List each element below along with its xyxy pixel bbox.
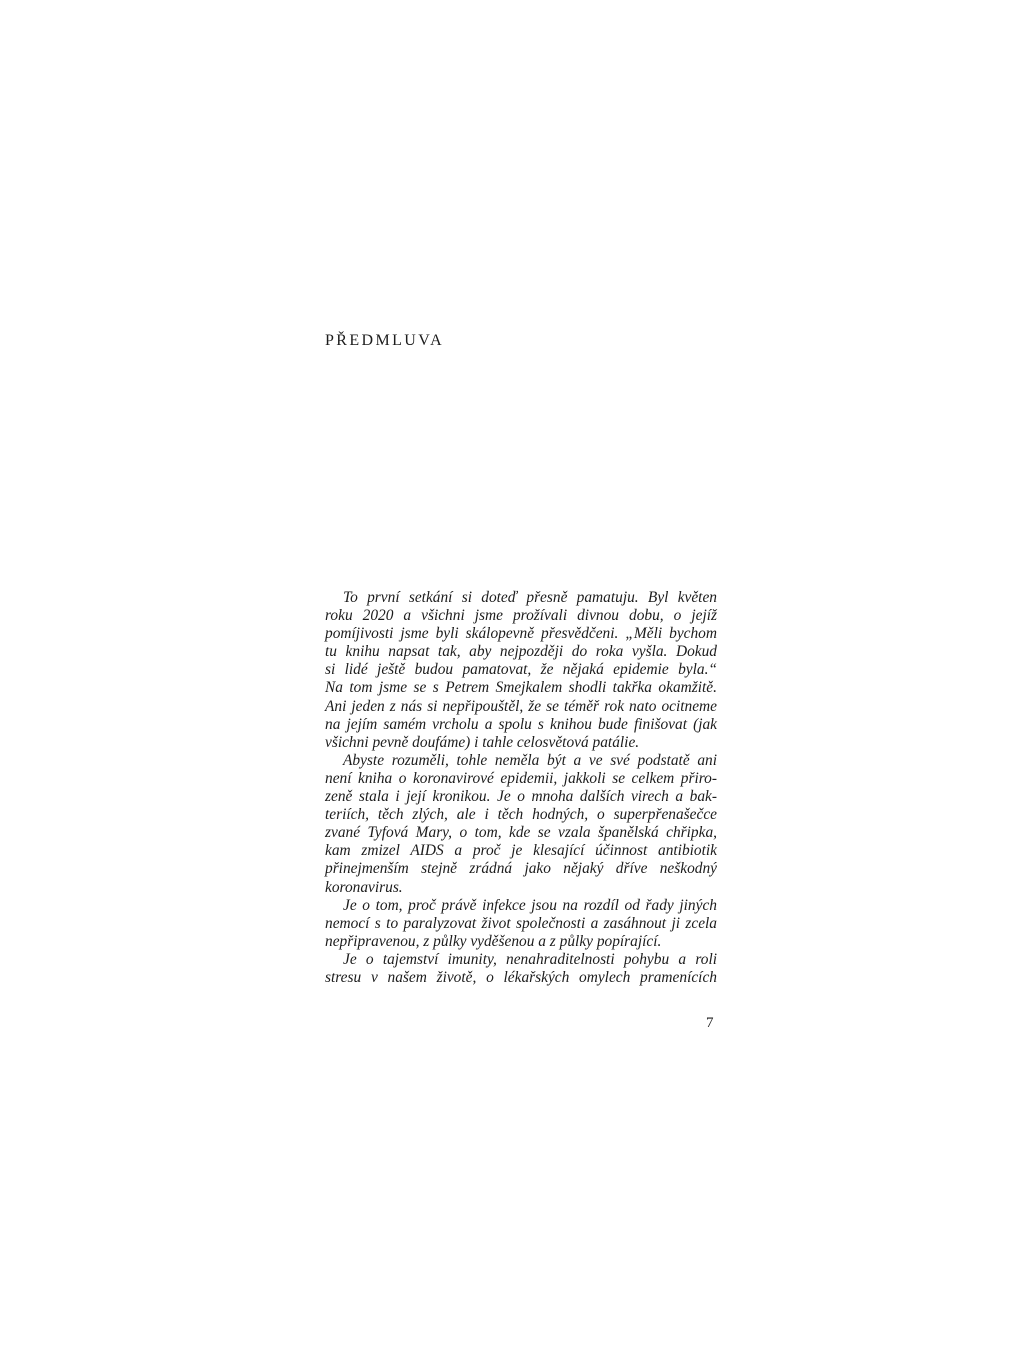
text-line: Abyste rozuměli, tohle neměla být a ve své podstatě ani: [343, 751, 717, 769]
text-line: pomíjivosti jsme byli skálopevně přesvědčeni. „Měli bychom: [325, 625, 717, 643]
chapter-heading: PŘEDMLUVA: [325, 332, 445, 349]
text-line: Ani jeden z nás si nepřipouštěl, že se téměř rok nato ocitneme: [325, 697, 717, 715]
body-text: [325, 589, 717, 987]
text-line: To první setkání si doteď přesně pamatuju. Byl květen: [343, 589, 717, 606]
text-line: koronavirus.: [325, 878, 403, 896]
text-line: teriích, těch zlých, ale i těch hodných, o superpřenašečce: [325, 806, 717, 824]
text-line: roku 2020 a všichni jsme prožívali divnou dobu, o jejíž: [325, 607, 717, 625]
text-line: tu knihu napsat tak, aby nejpozději do roka vyšla. Dokud: [325, 643, 717, 661]
text-line: přinejmenším stejně zrádná jako nějaký dříve neškodný: [325, 860, 717, 878]
text-line: Je o tom, proč právě infekce jsou na rozdíl od řady jiných: [343, 896, 717, 914]
text-line: nepřipravenou, z půlky vyděšenou a z půlky popírající.: [325, 932, 662, 950]
page-number: 7: [706, 1015, 714, 1031]
text-line: si lidé ještě budou pamatovat, že nějaká epidemie byla.“: [325, 661, 717, 679]
text-line: Na tom jsme se s Petrem Smejkalem shodli takřka okamžitě.: [325, 679, 717, 697]
text-line: zvané Tyfová Mary, o tom, kde se vzala španělská chřipka,: [325, 824, 717, 842]
text-line: nemocí s to paralyzovat život společnosti a zasáhnout ji zcela: [325, 914, 717, 932]
text-line: kam zmizel AIDS a proč je klesající účinnost antibiotik: [325, 842, 717, 860]
text-line: stresu v našem životě, o lékařských omylech pramenících: [325, 968, 717, 986]
text-line: Je o tajemství imunity, nenahraditelnosti pohybu a roli: [343, 950, 717, 968]
text-line: zeně stala i její kronikou. Je o mnoha dalších virech a bak-: [325, 788, 717, 806]
text-line: není kniha o koronavirové epidemii, jakkoli se celkem přiro-: [325, 769, 717, 787]
text-line: všichni pevně doufáme) i tahle celosvětová patálie.: [325, 733, 640, 751]
text-line: na jejím samém vrcholu a spolu s knihou bude finišovat (jak: [325, 715, 717, 733]
